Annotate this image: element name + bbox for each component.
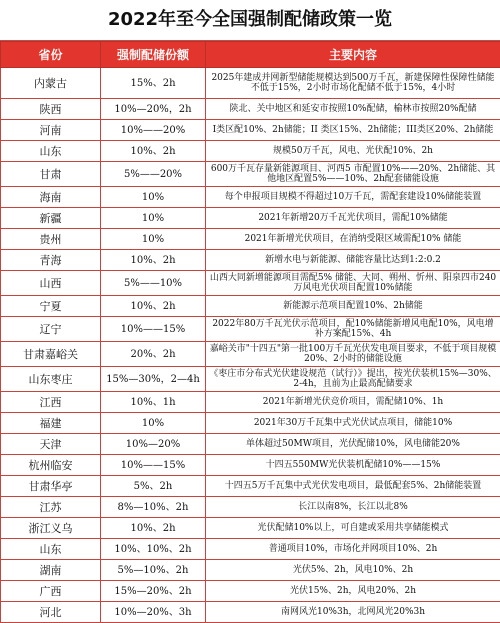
share-cell: 15%、2h bbox=[101, 68, 206, 99]
province-cell: 江西 bbox=[1, 392, 101, 413]
table-header-row bbox=[1, 42, 500, 68]
content-cell: 光伏5%、2h，风电10%、2h bbox=[206, 560, 500, 581]
table-row bbox=[1, 434, 500, 455]
header-share: 强制配储份额 bbox=[101, 42, 206, 68]
content-cell: 长江以南8%，长江以北8% bbox=[206, 497, 500, 518]
content-cell: 2021年30万千瓦集中式光伏试点项目，储能10% bbox=[206, 413, 500, 434]
share-cell: 10%、2h bbox=[101, 296, 206, 317]
share-cell: 10%—20%、3h bbox=[101, 602, 206, 623]
province-cell: 海南 bbox=[1, 187, 101, 208]
policy-table bbox=[0, 41, 500, 623]
share-cell: 15%—30%，2—4h bbox=[101, 367, 206, 392]
table-row bbox=[1, 342, 500, 367]
table-row bbox=[1, 367, 500, 392]
table-row bbox=[1, 581, 500, 602]
province-cell: 杭州临安 bbox=[1, 455, 101, 476]
province-cell: 天津 bbox=[1, 434, 101, 455]
share-cell: 10%、2h bbox=[101, 518, 206, 539]
province-cell: 江苏 bbox=[1, 497, 101, 518]
content-cell: 2021年新增20万千瓦光伏项目，需配10%储能 bbox=[206, 208, 500, 229]
share-cell: 10%、10%、2h bbox=[101, 539, 206, 560]
province-cell: 山东 bbox=[1, 141, 101, 162]
province-cell: 湖南 bbox=[1, 560, 101, 581]
share-cell: 10%——20% bbox=[101, 120, 206, 141]
content-cell: 2021年新增光伏竞价项目，需配储10%、1h bbox=[206, 392, 500, 413]
content-cell: 陕北、关中地区和延安市按照10%配储，榆林市按照20%配储 bbox=[206, 99, 500, 120]
province-cell: 辽宁 bbox=[1, 317, 101, 342]
province-cell: 宁夏 bbox=[1, 296, 101, 317]
table-row bbox=[1, 317, 500, 342]
table-row bbox=[1, 162, 500, 187]
content-cell: 《枣庄市分布式光伏建设规范（试行）》提出，按光伏装机15%—30%、2-4h，且前为止最高配储要求 bbox=[206, 367, 500, 392]
content-cell: 十四五5万千瓦集中式光伏发电项目，最低配套5%、2h储能装置 bbox=[206, 476, 500, 497]
content-cell: 南网风光10%3h，北网风光20%3h bbox=[206, 602, 500, 623]
province-cell: 山东 bbox=[1, 539, 101, 560]
share-cell: 10% bbox=[101, 187, 206, 208]
province-cell: 河北 bbox=[1, 602, 101, 623]
province-cell: 陕西 bbox=[1, 99, 101, 120]
province-cell: 浙江义乌 bbox=[1, 518, 101, 539]
table-row bbox=[1, 602, 500, 623]
content-cell: 光伏15%、2h，风电20%、2h bbox=[206, 581, 500, 602]
share-cell: 10%——15% bbox=[101, 455, 206, 476]
content-cell: 山西大同新增能源项目需配5% 储能、大同、朔州、忻州、阳泉四市240万风电光伏项目配置10%储能 bbox=[206, 271, 500, 296]
header-content: 主要内容 bbox=[206, 42, 500, 68]
share-cell: 10% bbox=[101, 413, 206, 434]
share-cell: 10% bbox=[101, 208, 206, 229]
page-title: 2022年至今全国强制配储政策一览 bbox=[0, 0, 500, 41]
table-row bbox=[1, 392, 500, 413]
share-cell: 10%、2h bbox=[101, 141, 206, 162]
table-row bbox=[1, 539, 500, 560]
content-cell: 普通项目10%，市场化并网项目10%、2h bbox=[206, 539, 500, 560]
share-cell: 10%、1h bbox=[101, 392, 206, 413]
province-cell: 山西 bbox=[1, 271, 101, 296]
content-cell: I类区配10%、2h储能；II 类区15%、2h储能；III类区20%、2h储能 bbox=[206, 120, 500, 141]
share-cell: 10%、2h bbox=[101, 250, 206, 271]
share-cell: 5%—10%、2h bbox=[101, 560, 206, 581]
table-row bbox=[1, 476, 500, 497]
content-cell: 规模50万千瓦，风电、光伏配10%、2h bbox=[206, 141, 500, 162]
province-cell: 甘肃华亭 bbox=[1, 476, 101, 497]
table-row bbox=[1, 455, 500, 476]
header-province: 省份 bbox=[1, 42, 101, 68]
table-row bbox=[1, 560, 500, 581]
share-cell: 5%——10% bbox=[101, 271, 206, 296]
share-cell: 10%——15% bbox=[101, 317, 206, 342]
content-cell: 2021年新增光伏项目，在消纳受限区域需配10% 储能 bbox=[206, 229, 500, 250]
share-cell: 10%—20%，2h bbox=[101, 99, 206, 120]
province-cell: 甘肃 bbox=[1, 162, 101, 187]
content-cell: 十四五550MW光伏装机配储10%——15% bbox=[206, 455, 500, 476]
share-cell: 10%—20% bbox=[101, 434, 206, 455]
content-cell: 嘉峪关市"十四五"第一批100万千瓦光伏发电项目要求，不低于项目规模20%、2小时的储能设施 bbox=[206, 342, 500, 367]
province-cell: 内蒙古 bbox=[1, 68, 101, 99]
table-row bbox=[1, 120, 500, 141]
table-row bbox=[1, 518, 500, 539]
province-cell: 福建 bbox=[1, 413, 101, 434]
share-cell: 5%、2h bbox=[101, 476, 206, 497]
share-cell: 20%、2h bbox=[101, 342, 206, 367]
share-cell: 10% bbox=[101, 229, 206, 250]
province-cell: 新疆 bbox=[1, 208, 101, 229]
province-cell: 山东枣庄 bbox=[1, 367, 101, 392]
table-row bbox=[1, 271, 500, 296]
table-row bbox=[1, 208, 500, 229]
table-row bbox=[1, 68, 500, 99]
province-cell: 青海 bbox=[1, 250, 101, 271]
province-cell: 甘肃嘉峪关 bbox=[1, 342, 101, 367]
share-cell: 8%—10%、2h bbox=[101, 497, 206, 518]
share-cell: 15%—20%、2h bbox=[101, 581, 206, 602]
province-cell: 贵州 bbox=[1, 229, 101, 250]
table-row bbox=[1, 141, 500, 162]
table-row bbox=[1, 229, 500, 250]
table-row bbox=[1, 413, 500, 434]
table-body bbox=[1, 68, 500, 623]
content-cell: 2025年建成并网新型储能规模达到500万千瓦，新建保障性保障性储能不低于15%，2小时市场化配储不低于15%，4小时 bbox=[206, 68, 500, 99]
content-cell: 600万千瓦存量新能源项目、河西5 市配置10%——20%、2h储能、其他地区配置5%——10%、2h配套储能设施 bbox=[206, 162, 500, 187]
province-cell: 广西 bbox=[1, 581, 101, 602]
table-row bbox=[1, 497, 500, 518]
table-row bbox=[1, 99, 500, 120]
content-cell: 光伏配储10%以上，可自建或采用共享储能模式 bbox=[206, 518, 500, 539]
content-cell: 2022年80万千瓦光伏示范项目，配10%储能新增风电配10%，风电增补方案配15%、4h bbox=[206, 317, 500, 342]
content-cell: 每个申报项目规模不得超过10万千瓦，需配套建设10%储能装置 bbox=[206, 187, 500, 208]
content-cell: 单体超过50MW项目，光伏配储10%，风电储能20% bbox=[206, 434, 500, 455]
table-row bbox=[1, 250, 500, 271]
share-cell: 5%——20% bbox=[101, 162, 206, 187]
content-cell: 新能源示范项目配置10%、2h储能 bbox=[206, 296, 500, 317]
content-cell: 新增水电与新能源、储能容量比达到1:2:0.2 bbox=[206, 250, 500, 271]
province-cell: 河南 bbox=[1, 120, 101, 141]
table-row bbox=[1, 187, 500, 208]
table-row bbox=[1, 296, 500, 317]
